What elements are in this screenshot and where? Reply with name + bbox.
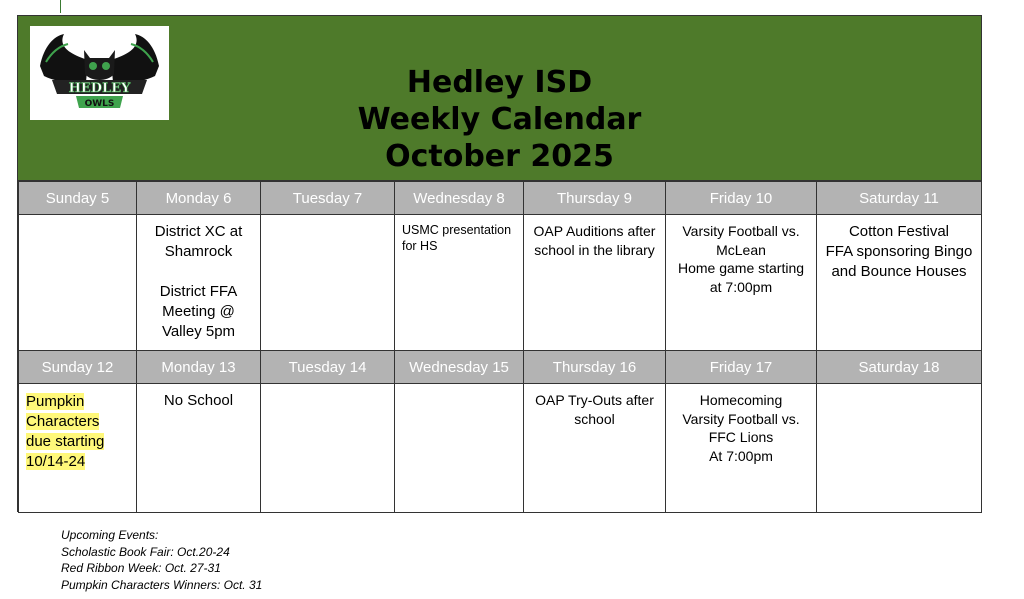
- event-text: [395, 215, 523, 254]
- event-line: 10/14-24: [26, 453, 86, 470]
- day-cell-monday-13: [137, 384, 261, 513]
- day-header: Thursday 9: [524, 182, 666, 215]
- day-header: Saturday 11: [817, 182, 982, 215]
- upcoming-events: [61, 527, 262, 593]
- title-line-month: October 2025: [385, 139, 614, 174]
- event-line: FFC Lions: [708, 429, 774, 445]
- day-cell-friday-10: [666, 215, 817, 351]
- calendar-title: [18, 64, 981, 175]
- event-text: [524, 215, 665, 259]
- week-2-events-row: [19, 384, 982, 513]
- day-header: Saturday 18: [817, 351, 982, 384]
- event-line: school in the library: [534, 241, 655, 258]
- event-line: At 7:00pm: [709, 447, 773, 464]
- event-line: and Bounce Houses: [831, 263, 967, 280]
- event-line: at 7:00pm: [709, 278, 773, 295]
- event-text: [524, 384, 665, 428]
- week-1-day-header-row: [19, 182, 982, 215]
- title-line-school: Hedley ISD: [406, 65, 593, 100]
- day-header: Monday 6: [137, 182, 261, 215]
- event-text: [137, 215, 260, 342]
- event-line: school: [574, 410, 615, 427]
- event-text: [666, 215, 816, 296]
- day-header: Sunday 5: [19, 182, 137, 215]
- event-line: McLean: [716, 241, 766, 258]
- day-header: Sunday 12: [19, 351, 137, 384]
- day-cell-saturday-18: [817, 384, 982, 513]
- day-header: Friday 17: [666, 351, 817, 384]
- calendar-grid: [18, 181, 982, 513]
- event-line: District XC at: [154, 223, 243, 240]
- day-header: Monday 13: [137, 351, 261, 384]
- event-line: District FFA: [159, 283, 238, 300]
- day-cell-sunday-12: [19, 384, 137, 513]
- highlighted-event: [19, 384, 136, 472]
- day-header: Wednesday 15: [395, 351, 524, 384]
- event-line: Home game starting: [677, 260, 805, 276]
- event-line: due starting: [26, 433, 105, 450]
- upcoming-item: Red Ribbon Week: Oct. 27-31: [61, 561, 221, 575]
- week-2-day-header-row: [19, 351, 982, 384]
- event-line: Cotton Festival: [848, 223, 950, 240]
- day-cell-sunday-5: [19, 215, 137, 351]
- weekly-calendar: [17, 15, 982, 512]
- event-line: Shamrock: [164, 243, 233, 260]
- title-line-calendar: Weekly Calendar: [357, 102, 642, 137]
- event-line: Pumpkin: [26, 393, 85, 410]
- event-line: Characters: [26, 413, 100, 430]
- svg-text:OWLS: OWLS: [84, 99, 115, 109]
- event-line: Homecoming: [699, 392, 783, 408]
- event-text: [666, 384, 816, 465]
- svg-text:HEDLEY: HEDLEY: [68, 81, 131, 96]
- event-text: [817, 215, 981, 282]
- day-header: Wednesday 8: [395, 182, 524, 215]
- day-cell-wednesday-8: [395, 215, 524, 351]
- calendar-header: [18, 16, 981, 181]
- event-text: [137, 384, 260, 411]
- upcoming-item: Pumpkin Characters Winners: Oct. 31: [61, 577, 263, 592]
- day-cell-tuesday-14: [261, 384, 395, 513]
- day-cell-thursday-9: [524, 215, 666, 351]
- event-line: for HS: [402, 239, 438, 253]
- event-line: Meeting @: [162, 303, 235, 320]
- event-spacer: [143, 262, 254, 282]
- day-cell-saturday-11: [817, 215, 982, 351]
- event-line: No School: [163, 392, 234, 409]
- day-header: Thursday 16: [524, 351, 666, 384]
- day-header: Tuesday 7: [261, 182, 395, 215]
- day-cell-tuesday-7: [261, 215, 395, 351]
- upcoming-item: Scholastic Book Fair: Oct.20-24: [61, 544, 230, 559]
- day-cell-friday-17: [666, 384, 817, 513]
- event-line: FFA sponsoring Bingo: [825, 243, 973, 260]
- event-line: USMC presentation: [402, 223, 512, 237]
- day-cell-wednesday-15: [395, 384, 524, 513]
- event-line: Varsity Football vs.: [682, 223, 800, 239]
- day-header: Tuesday 14: [261, 351, 395, 384]
- event-line: Valley 5pm: [161, 323, 236, 340]
- event-line: Varsity Football vs.: [682, 410, 800, 427]
- event-line: OAP Try-Outs after: [535, 392, 654, 408]
- top-rule-mark: [60, 0, 61, 13]
- week-1-events-row: [19, 215, 982, 351]
- upcoming-heading: Upcoming Events:: [61, 528, 159, 542]
- day-cell-monday-6: [137, 215, 261, 351]
- day-header: Friday 10: [666, 182, 817, 215]
- day-cell-thursday-16: [524, 384, 666, 513]
- event-line: OAP Auditions after: [533, 223, 656, 239]
